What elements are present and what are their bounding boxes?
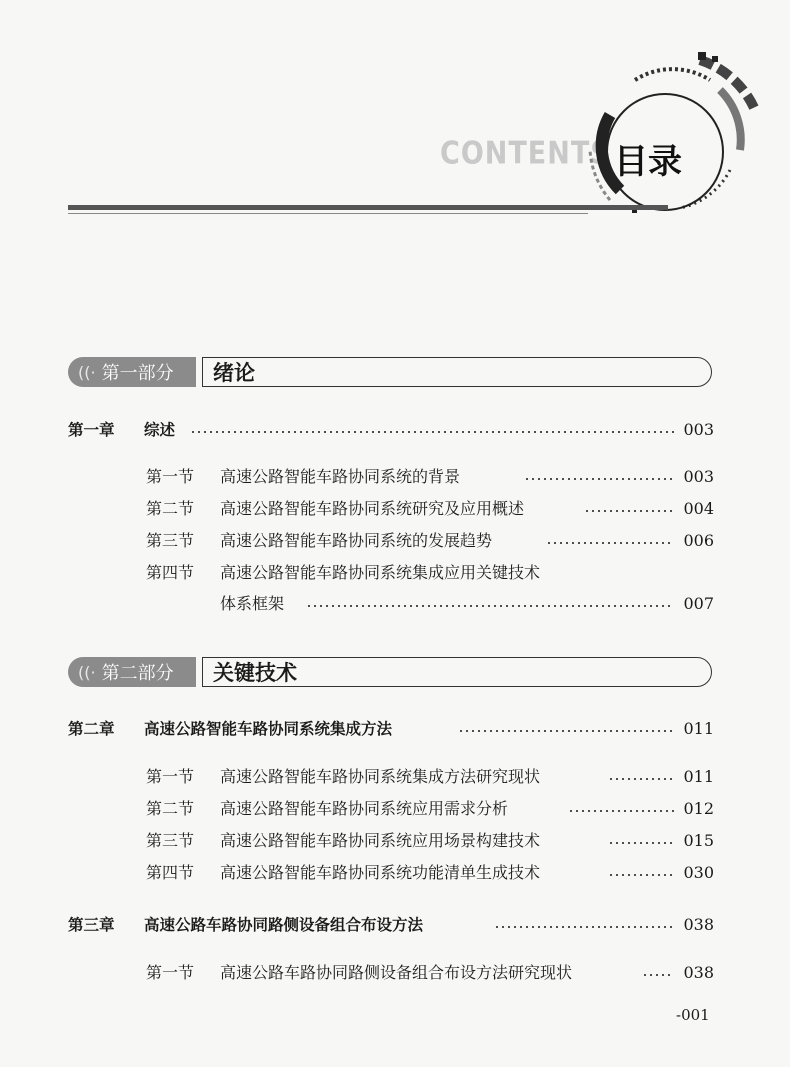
section-title: 高速公路智能车路协同系统功能清单生成技术 — [220, 863, 541, 882]
section-number: 第四节 — [146, 863, 195, 882]
part-label: 第一部分 — [101, 363, 174, 384]
section-number: 第三节 — [146, 531, 195, 550]
page-number: 011 — [683, 719, 714, 738]
page-number: 030 — [683, 863, 714, 882]
toc-section-row[interactable] — [0, 496, 790, 522]
chapter-number: 第一章 — [68, 421, 115, 439]
page-number: 003 — [683, 467, 714, 486]
dot-leader — [608, 778, 674, 780]
page-number: 015 — [683, 831, 714, 850]
section-title: 高速公路智能车路协同系统研究及应用概述 — [220, 499, 525, 518]
page-number: 011 — [683, 767, 714, 786]
section-title: 高速公路智能车路协同系统集成方法研究现状 — [220, 767, 541, 786]
dot-leader — [306, 605, 674, 607]
section-number: 第四节 — [146, 563, 195, 582]
part-title: 关键技术 — [202, 657, 712, 687]
toc-chapter-row[interactable] — [0, 912, 790, 938]
toc-section-row[interactable] — [0, 796, 790, 822]
toc-section-row[interactable] — [0, 860, 790, 886]
section-number: 第三节 — [146, 831, 195, 850]
part-title: 绪论 — [202, 357, 712, 387]
section-title: 高速公路智能车路协同系统应用需求分析 — [220, 799, 509, 818]
part-tag — [68, 357, 196, 387]
section-title: 高速公路智能车路协同系统的发展趋势 — [220, 531, 493, 550]
page-number: 006 — [683, 531, 714, 550]
toc-chapter-row[interactable] — [0, 716, 790, 742]
chapter-number: 第二章 — [68, 720, 115, 738]
decorative-ring-icon — [580, 40, 760, 220]
part-tag — [68, 657, 196, 687]
toc-section-row[interactable] — [0, 464, 790, 490]
section-title: 高速公路智能车路协同系统的背景 — [220, 467, 461, 486]
section-number: 第一节 — [146, 467, 195, 486]
dot-leader — [524, 478, 674, 480]
header-rule-thin — [68, 213, 588, 214]
page-number: 004 — [683, 499, 714, 518]
chapter-title: 综述 — [144, 421, 176, 439]
chapter-title: 高速公路智能车路协同系统集成方法 — [144, 720, 393, 738]
section-number: 第一节 — [146, 767, 195, 786]
section-number: 第二节 — [146, 799, 195, 818]
dot-leader — [568, 810, 674, 812]
contents-heading: CONTENTS — [440, 135, 611, 172]
section-number: 第一节 — [146, 963, 195, 982]
dot-leader — [494, 926, 674, 928]
section-title: 高速公路智能车路协同系统应用场景构建技术 — [220, 831, 541, 850]
dot-leader — [546, 542, 674, 544]
part-banner — [68, 657, 712, 687]
header-rule — [68, 205, 668, 210]
toc-section-row[interactable] — [0, 764, 790, 790]
section-number: 第二节 — [146, 499, 195, 518]
page-number: 003 — [683, 420, 714, 439]
section-title-continued: 体系框架 — [220, 594, 285, 613]
chapter-number: 第三章 — [68, 916, 115, 934]
toc-section-row-continued[interactable] — [0, 591, 790, 617]
toc-section-row[interactable] — [0, 960, 790, 986]
page-number: 012 — [683, 799, 714, 818]
dot-leader — [642, 974, 674, 976]
dot-leader — [608, 874, 674, 876]
page-number: 038 — [683, 963, 714, 982]
dot-leader — [190, 431, 674, 433]
page-number: 007 — [683, 594, 714, 613]
signal-waves-icon: ((· — [78, 362, 96, 382]
chapter-title: 高速公路车路协同路侧设备组合布设方法 — [144, 916, 424, 934]
toc-section-row[interactable] — [0, 528, 790, 554]
toc-chapter-row[interactable] — [0, 417, 790, 443]
footer-page-number: -001 — [676, 1006, 710, 1024]
toc-section-row[interactable] — [0, 560, 790, 586]
dot-leader — [608, 842, 674, 844]
dot-leader — [458, 730, 674, 732]
toc-section-row[interactable] — [0, 828, 790, 854]
dot-leader — [584, 510, 674, 512]
section-title: 高速公路智能车路协同系统集成应用关键技术 — [220, 563, 541, 582]
section-title: 高速公路车路协同路侧设备组合布设方法研究现状 — [220, 963, 573, 982]
part-label: 第二部分 — [101, 663, 174, 684]
signal-waves-icon: ((· — [78, 662, 96, 682]
page-number: 038 — [683, 915, 714, 934]
part-banner — [68, 357, 712, 387]
toc-title: 目录 — [614, 142, 682, 182]
